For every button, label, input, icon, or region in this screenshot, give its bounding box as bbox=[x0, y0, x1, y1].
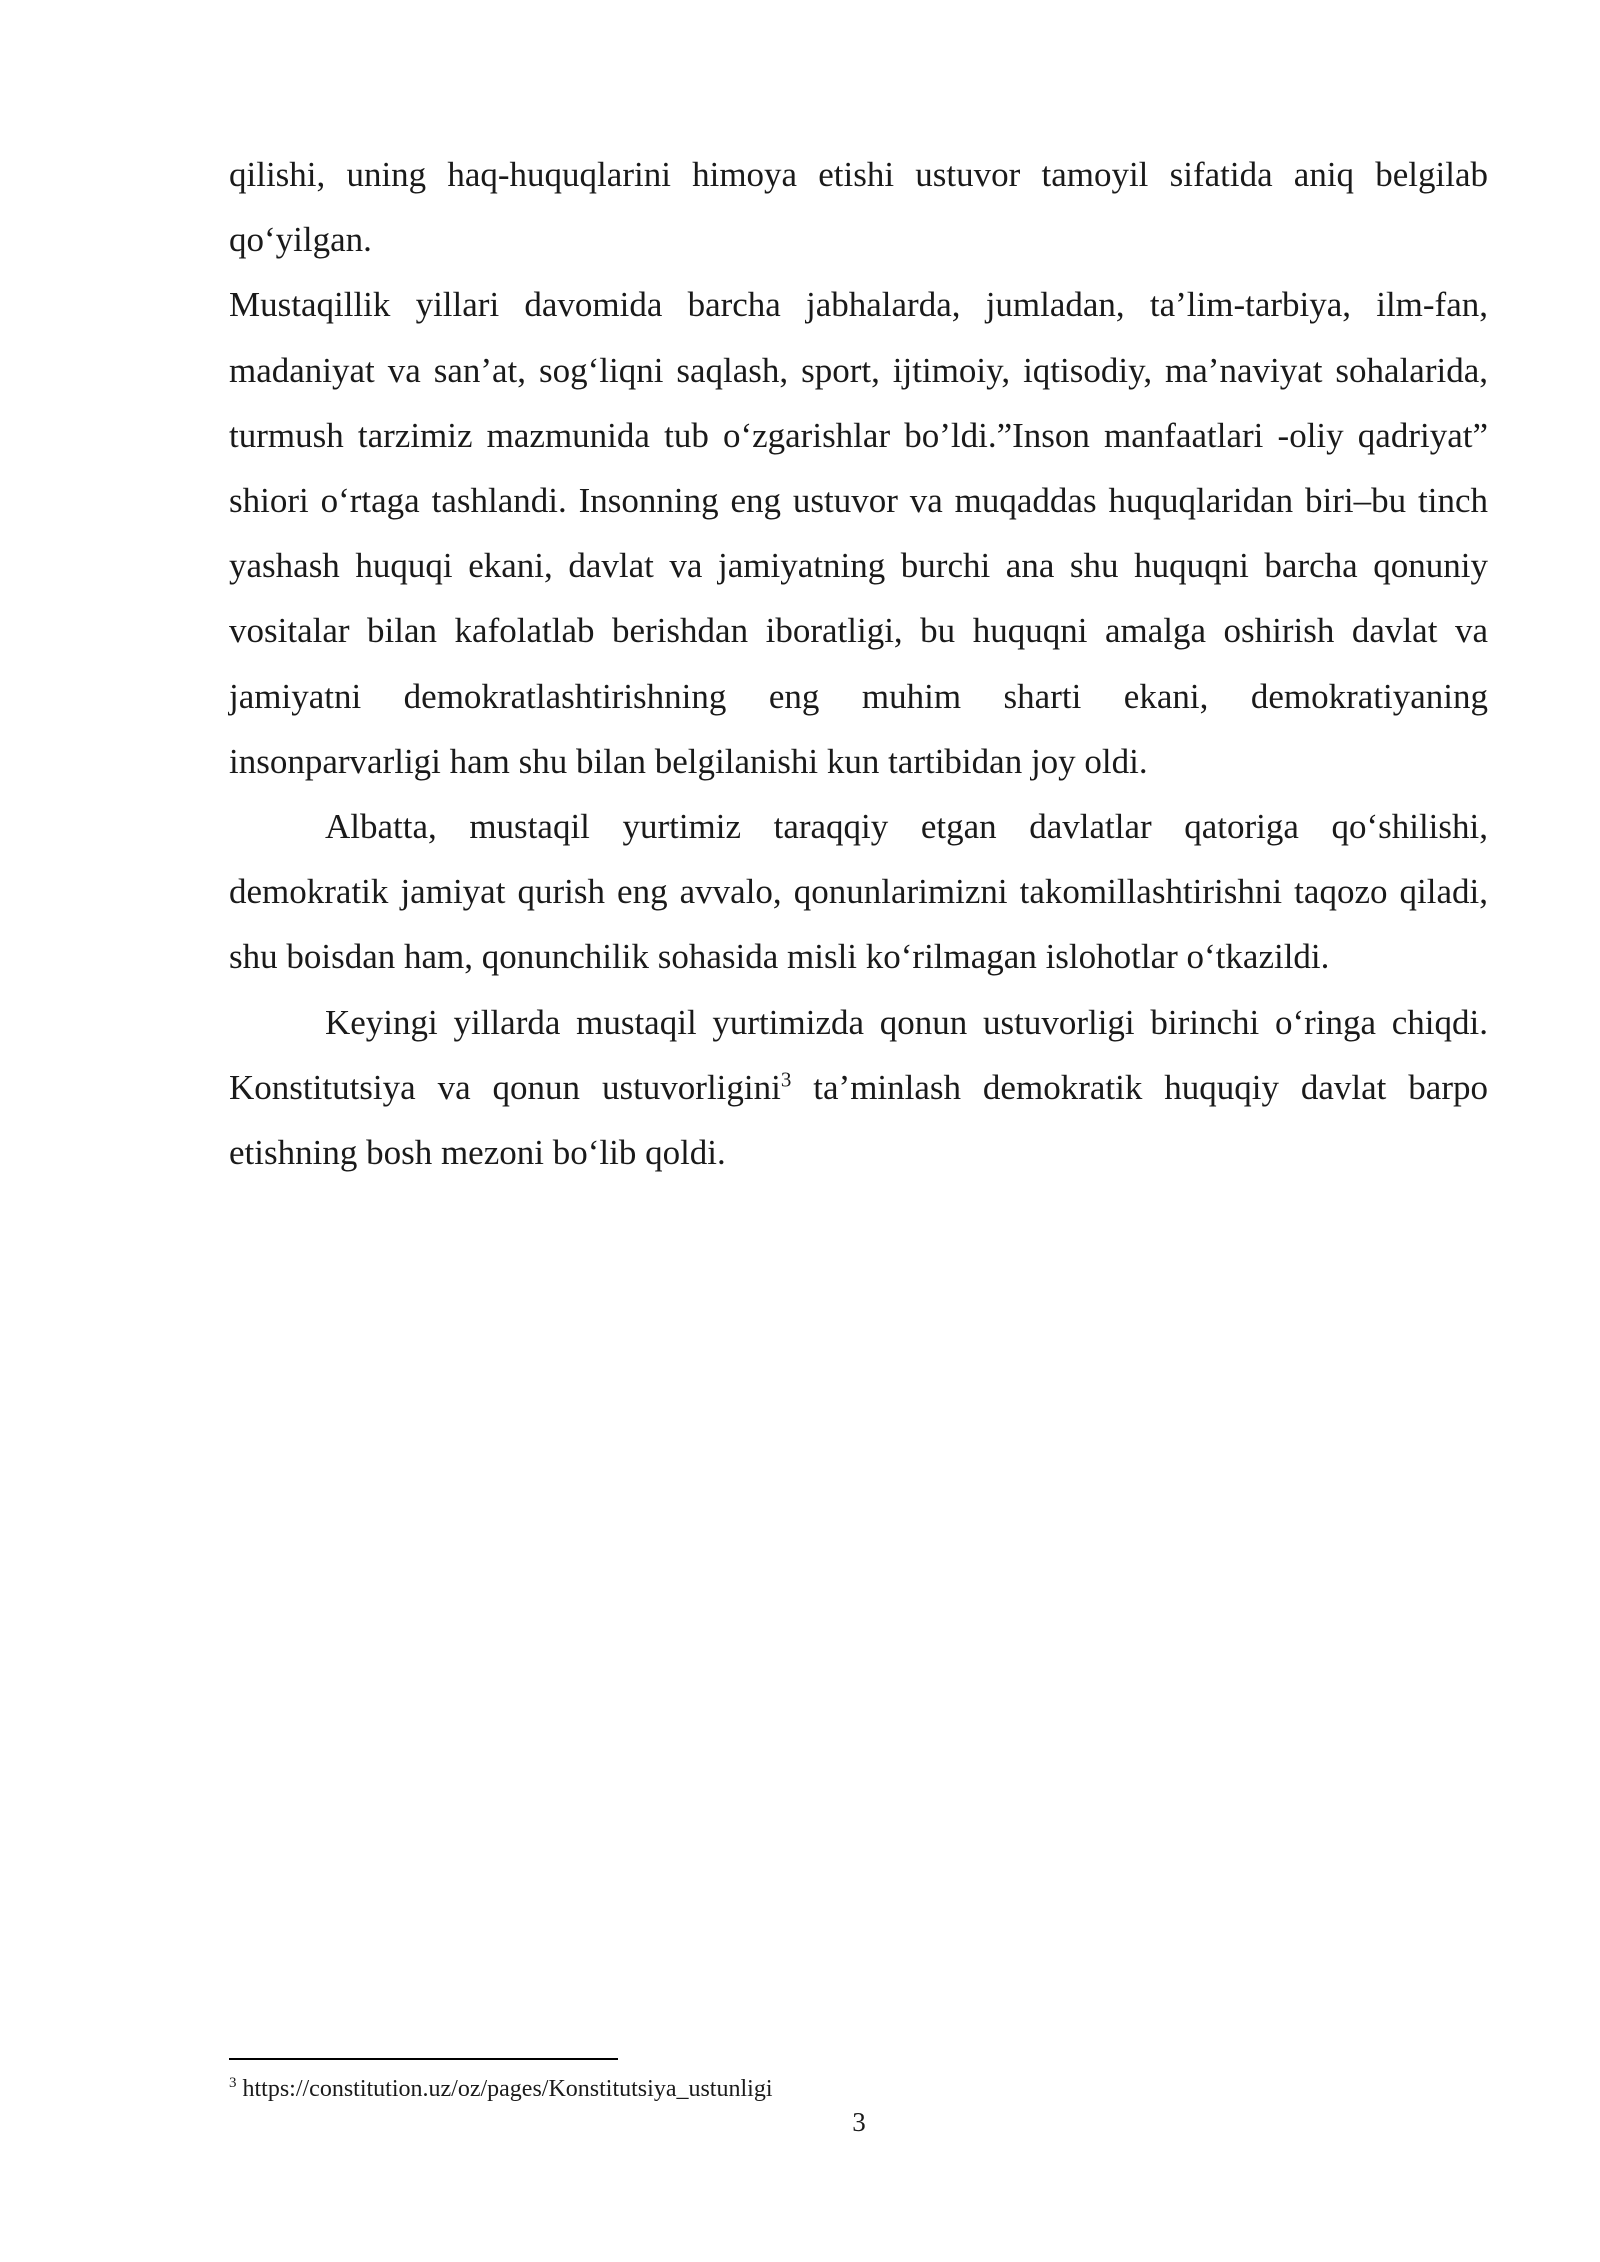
footnote-reference[interactable]: 3 bbox=[780, 1067, 792, 1092]
footnote-link[interactable]: https://constitution.uz/oz/pages/Konstitutsiya_ustunligi bbox=[236, 2076, 773, 2102]
footnote-separator bbox=[229, 2058, 618, 2060]
paragraph-2: Mustaqillik yillari davomida barcha jabhalarda, jumladan, ta’lim-tarbiya, ilm-fan, madaniyat va san’at, sog‘liqni saqlash, sport, ijtimoiy, iqtisodiy, ma’naviyat sohalarida, turmush tarzimiz mazmunida tub o‘zgarishlar bo’ldi.”Inson manfaatlari -oliy qadriyat” shiori o‘rtaga tashlandi. Insonning eng ustuvor va muqaddas huquqlaridan biri–bu tinch yashash huquqi ekani, davlat va jamiyatning burchi ana shu huquqni barcha qonuniy vositalar bilan kafolatlab berishdan iboratligi, bu huquqni amalga oshirish davlat va jamiyatni demokratlashtirishning eng muhim sharti ekani, demokratiyaning insonparvarligi ham shu bilan belgilanishi kun tartibidan joy oldi. bbox=[229, 285, 1488, 781]
page-number: 3 bbox=[852, 2107, 866, 2137]
paragraph-4 bbox=[229, 990, 1488, 1186]
paragraph-4-text-start: Keyingi yillarda mustaqil yurtimizda qonun ustuvorligi birinchi o‘ringa chiqdi. Konstitutsiya va qonun ustuvorligini bbox=[229, 1002, 1488, 1107]
paragraph-3: Albatta, mustaqil yurtimiz taraqqiy etgan davlatlar qatoriga qo‘shilishi, demokratik jamiyat qurish eng avvalo, qonunlarimizni takomillashtirishni taqozo qiladi, shu boisdan ham, qonunchilik sohasida misli ko‘rilmagan islohotlar o‘tkazildi. bbox=[229, 807, 1488, 977]
footnote bbox=[229, 2074, 772, 2104]
footnote-marker: 3 bbox=[229, 2075, 237, 2091]
document-body bbox=[229, 142, 1488, 1185]
paragraph-4-text-end: ta’minlash demokratik huquqiy davlat barpo etishning bosh mezoni bo‘lib qoldi. bbox=[229, 1067, 1488, 1173]
paragraph-1: qilishi, uning haq-huquqlarini himoya etishi ustuvor tamoyil sifatida aniq belgilab qo‘yilgan. bbox=[229, 155, 1488, 260]
